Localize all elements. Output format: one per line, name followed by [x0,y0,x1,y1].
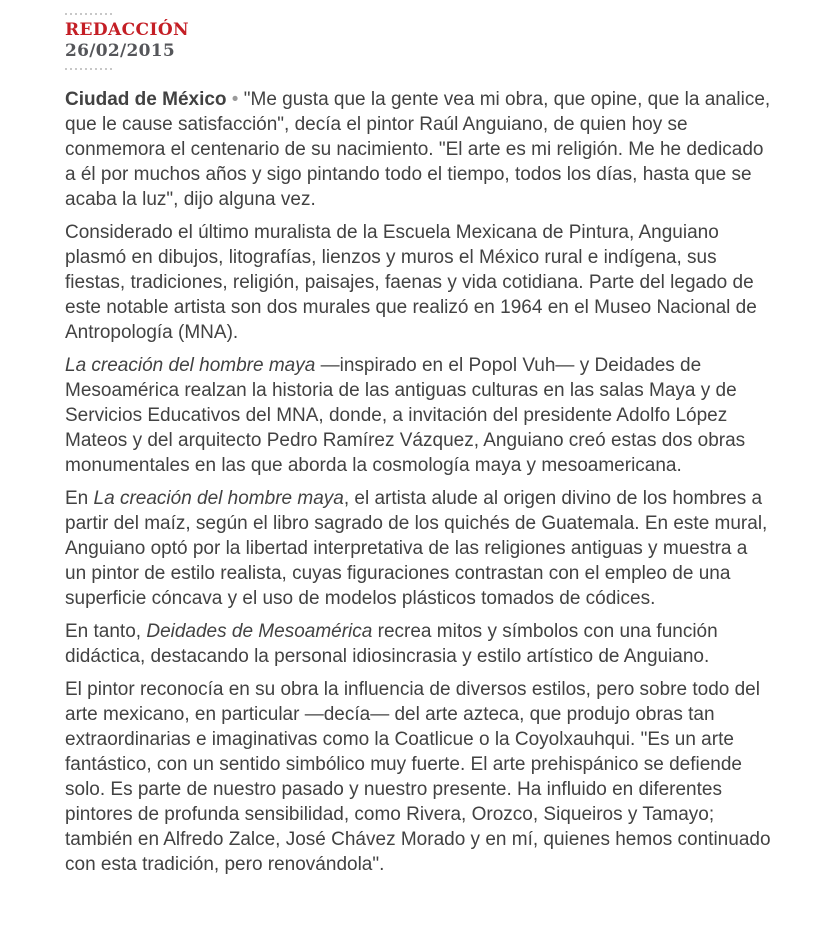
dotted-divider-top [65,13,112,15]
paragraph-4 [65,486,772,611]
paragraph-3-text: —inspirado en el Popol Vuh— y Deidades de Mesoamérica realzan la historia de las antiguas culturas en las salas Maya y de Servicios Educativos del MNA, donde, a invitación del presidente Adolfo López Mateos y del arquitecto Pedro Ramírez Vázquez, Anguiano creó estas dos obras monumentales en las que aborda la cosmología maya y mesoamericana. [65,355,746,477]
article-body [65,87,772,877]
paragraph-lead-text: "Me gusta que la gente vea mi obra, que opine, que la analice, que le cause satisfacción", decía el pintor Raúl Anguiano, de quien hoy se conmemora el centenario de su nacimiento. "El arte es mi religión. Me he dedicado a él por muchos años y sigo pintando todo el tiempo, todos los días, hasta que se acaba la luz", dijo alguna vez. [65,89,771,211]
dateline-bullet: • [226,89,244,111]
dateline: Ciudad de México [65,89,227,111]
artwork-title-creacion: La creación del hombre maya [65,355,316,377]
dotted-divider-bottom [65,68,112,70]
paragraph-4-intro: En [65,488,94,510]
section-label[interactable]: REDACCIÓN [65,20,189,40]
paragraph-5-text: recrea mitos y símbolos con una función didáctica, destacando la personal idiosincrasia y estilo artístico de Anguiano. [65,621,718,668]
paragraph-6 [65,677,772,877]
artwork-title-creacion-2: La creación del hombre maya [93,488,344,510]
article-date: 26/02/2015 [65,40,176,61]
paragraph-2 [65,220,772,345]
paragraph-3 [65,353,772,478]
article-header [65,13,772,70]
artwork-title-deidades: Deidades de Mesoamérica [146,621,373,643]
paragraph-2-text: Considerado el último muralista de la Escuela Mexicana de Pintura, Anguiano plasmó en dibujos, litografías, lienzos y muros el México rural e indígena, sus fiestas, tradiciones, religión, paisajes, faenas y vida cotidiana. Parte del legado de este notable artista son dos murales que realizó en 1964 en el Museo Nacional de Antropología (MNA). [65,222,757,344]
paragraph-5 [65,619,772,669]
paragraph-6-text: El pintor reconocía en su obra la influencia de diversos estilos, pero sobre todo del arte mexicano, en particular —decía— del arte azteca, que produjo obras tan extraordinarias e imaginativas como la Coatlicue o la Coyolxauhqui. "Es un arte fantástico, con un sentido simbólico muy fuerte. El arte prehispánico se defiende solo. Es parte de nuestro pasado y nuestro presente. Ha influido en diferentes pintores de profunda sensibilidad, como Rivera, Orozco, Siqueiros y Tamayo; también en Alfredo Zalce, José Chávez Morado y en mí, quienes hemos continuado con esta tradición, pero renovándola". [65,679,771,876]
paragraph-lead [65,87,772,212]
paragraph-4-text: , el artista alude al origen divino de los hombres a partir del maíz, según el libro sagrado de los quichés de Guatemala. En este mural, Anguiano optó por la libertad interpretativa de las religiones antiguas y muestra a un pintor de estilo realista, cuyas figuraciones contrastan con el empleo de una superficie cóncava y el uso de modelos plásticos tomados de códices. [65,488,768,610]
paragraph-5-intro: En tanto, [65,621,147,643]
